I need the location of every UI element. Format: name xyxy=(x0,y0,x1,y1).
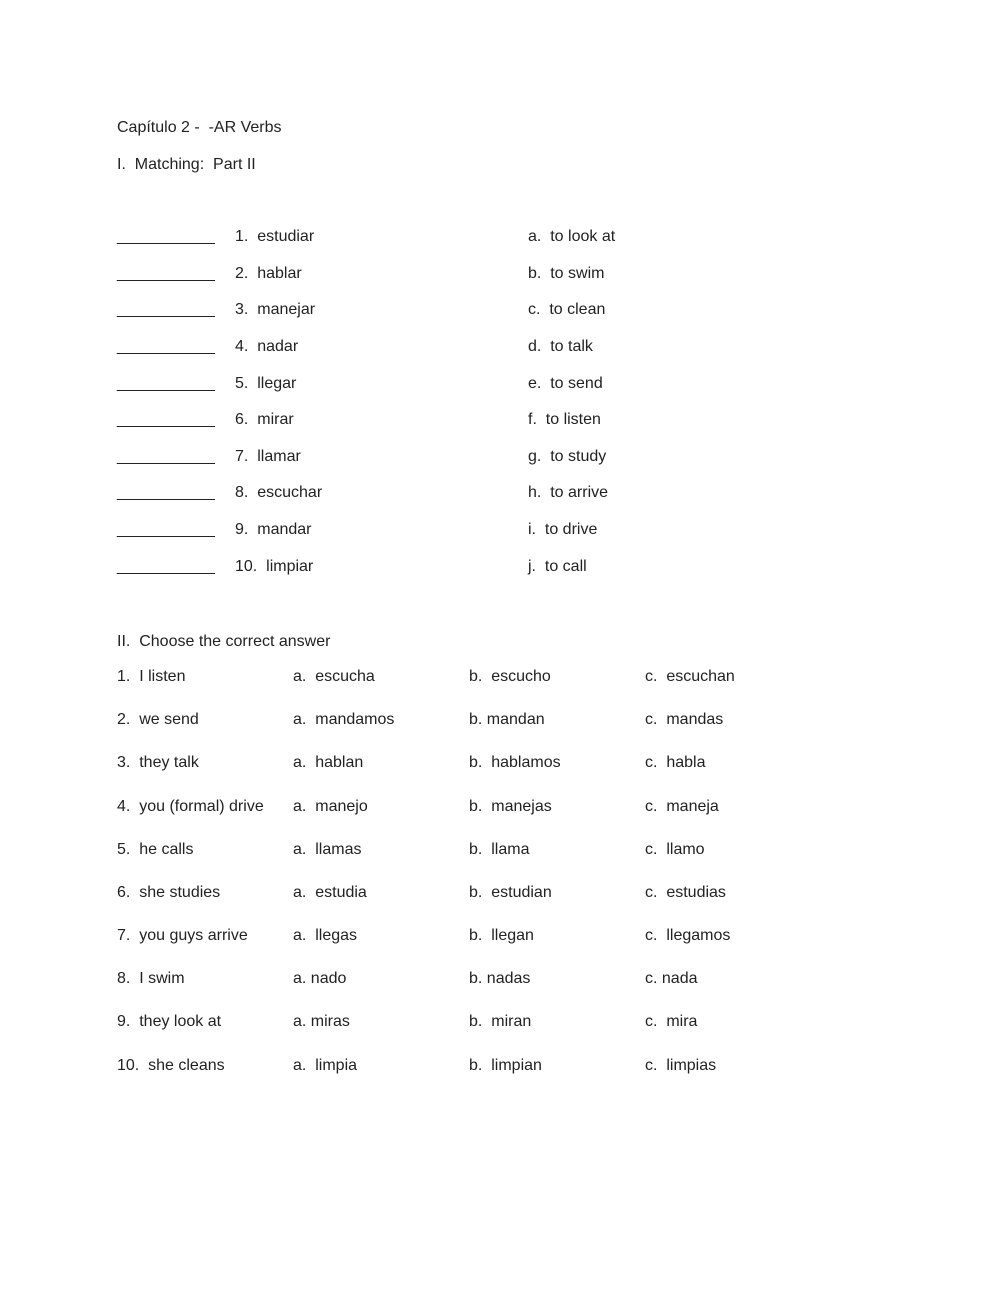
answer-blank[interactable]: ___________ xyxy=(117,301,215,318)
matching-row xyxy=(0,558,1000,578)
matching-row xyxy=(0,375,1000,395)
question-row xyxy=(0,884,1000,904)
matching-term: 2. hablar xyxy=(235,265,302,282)
matching-option: g. to study xyxy=(528,448,607,465)
matching-term: 10. limpiar xyxy=(235,558,314,575)
matching-option: f. to listen xyxy=(528,411,601,428)
question-prompt: 4. you (formal) drive xyxy=(117,798,264,815)
matching-row xyxy=(0,301,1000,321)
matching-row xyxy=(0,265,1000,285)
worksheet-title: Capítulo 2 - -AR Verbs xyxy=(117,119,282,136)
choice-c[interactable]: c. habla xyxy=(645,754,706,771)
choice-a[interactable]: a. llegas xyxy=(293,927,358,944)
part1-heading: I. Matching: Part II xyxy=(117,156,256,173)
question-prompt: 10. she cleans xyxy=(117,1057,225,1074)
matching-row xyxy=(0,484,1000,504)
choice-a[interactable]: a. nado xyxy=(293,970,347,987)
choice-b[interactable]: b. manejas xyxy=(469,798,552,815)
choice-b[interactable]: b. llama xyxy=(469,841,530,858)
matching-term: 9. mandar xyxy=(235,521,312,538)
matching-row xyxy=(0,448,1000,468)
question-row xyxy=(0,841,1000,861)
matching-term: 6. mirar xyxy=(235,411,294,428)
matching-option: d. to talk xyxy=(528,338,593,355)
choice-b[interactable]: b. miran xyxy=(469,1013,532,1030)
question-prompt: 6. she studies xyxy=(117,884,221,901)
question-row xyxy=(0,798,1000,818)
choice-c[interactable]: c. limpias xyxy=(645,1057,717,1074)
choice-a[interactable]: a. miras xyxy=(293,1013,350,1030)
answer-blank[interactable]: ___________ xyxy=(117,448,215,465)
matching-option: c. to clean xyxy=(528,301,606,318)
choice-c[interactable]: c. maneja xyxy=(645,798,719,815)
choice-c[interactable]: c. nada xyxy=(645,970,698,987)
choice-c[interactable]: c. mandas xyxy=(645,711,724,728)
answer-blank[interactable]: ___________ xyxy=(117,375,215,392)
matching-term: 4. nadar xyxy=(235,338,299,355)
question-prompt: 7. you guys arrive xyxy=(117,927,248,944)
matching-term: 7. llamar xyxy=(235,448,301,465)
choice-c[interactable]: c. mira xyxy=(645,1013,698,1030)
choice-a[interactable]: a. mandamos xyxy=(293,711,395,728)
question-row xyxy=(0,927,1000,947)
answer-blank[interactable]: ___________ xyxy=(117,265,215,282)
matching-option: j. to call xyxy=(528,558,587,575)
matching-row xyxy=(0,338,1000,358)
matching-row xyxy=(0,228,1000,248)
question-row xyxy=(0,711,1000,731)
question-prompt: 3. they talk xyxy=(117,754,199,771)
question-row xyxy=(0,668,1000,688)
answer-blank[interactable]: ___________ xyxy=(117,521,215,538)
answer-blank[interactable]: ___________ xyxy=(117,411,215,428)
matching-row xyxy=(0,411,1000,431)
choice-b[interactable]: b. llegan xyxy=(469,927,534,944)
matching-term: 1. estudiar xyxy=(235,228,315,245)
answer-blank[interactable]: ___________ xyxy=(117,338,215,355)
matching-row xyxy=(0,521,1000,541)
matching-option: a. to look at xyxy=(528,228,616,245)
question-row xyxy=(0,1057,1000,1077)
matching-option: e. to send xyxy=(528,375,603,392)
choice-a[interactable]: a. escucha xyxy=(293,668,375,685)
question-prompt: 9. they look at xyxy=(117,1013,222,1030)
choice-b[interactable]: b. escucho xyxy=(469,668,551,685)
matching-term: 3. manejar xyxy=(235,301,316,318)
matching-option: h. to arrive xyxy=(528,484,609,501)
choice-a[interactable]: a. llamas xyxy=(293,841,362,858)
question-prompt: 2. we send xyxy=(117,711,199,728)
answer-blank[interactable]: ___________ xyxy=(117,228,215,245)
answer-blank[interactable]: ___________ xyxy=(117,484,215,501)
choice-a[interactable]: a. limpia xyxy=(293,1057,358,1074)
question-row xyxy=(0,970,1000,990)
question-row xyxy=(0,1013,1000,1033)
choice-a[interactable]: a. manejo xyxy=(293,798,368,815)
part2-heading: II. Choose the correct answer xyxy=(117,633,331,650)
question-prompt: 1. I listen xyxy=(117,668,186,685)
choice-b[interactable]: b. nadas xyxy=(469,970,531,987)
question-prompt: 8. I swim xyxy=(117,970,185,987)
choice-b[interactable]: b. estudian xyxy=(469,884,552,901)
choice-b[interactable]: b. limpian xyxy=(469,1057,542,1074)
question-prompt: 5. he calls xyxy=(117,841,194,858)
choice-a[interactable]: a. estudia xyxy=(293,884,367,901)
question-row xyxy=(0,754,1000,774)
choice-a[interactable]: a. hablan xyxy=(293,754,364,771)
choice-c[interactable]: c. escuchan xyxy=(645,668,735,685)
answer-blank[interactable]: ___________ xyxy=(117,558,215,575)
matching-option: b. to swim xyxy=(528,265,605,282)
matching-term: 5. llegar xyxy=(235,375,297,392)
matching-option: i. to drive xyxy=(528,521,598,538)
choice-c[interactable]: c. llamo xyxy=(645,841,705,858)
choice-c[interactable]: c. llegamos xyxy=(645,927,731,944)
choice-c[interactable]: c. estudias xyxy=(645,884,726,901)
choice-b[interactable]: b. mandan xyxy=(469,711,545,728)
choice-b[interactable]: b. hablamos xyxy=(469,754,561,771)
matching-term: 8. escuchar xyxy=(235,484,323,501)
